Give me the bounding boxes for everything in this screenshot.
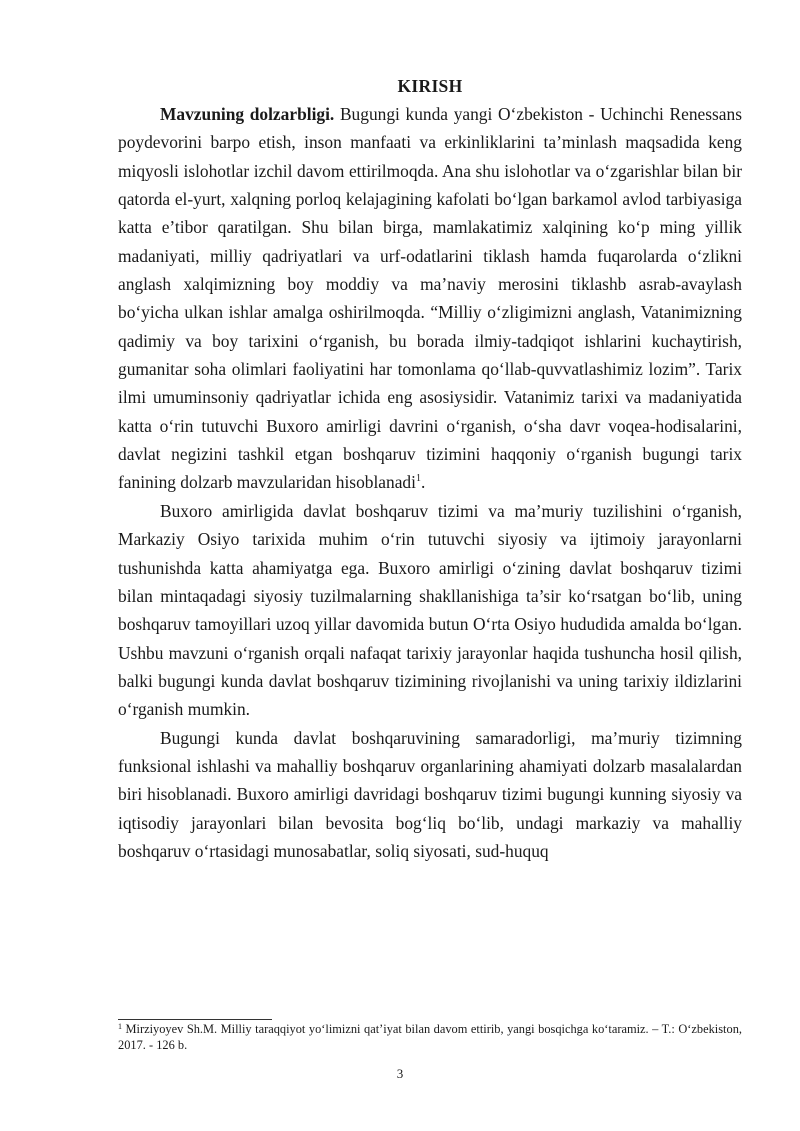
- page-body: [118, 72, 742, 865]
- footnote: [118, 1022, 742, 1053]
- paragraph-body: Bugungi kunda davlat boshqaruvining samaradorligi, ma’muriy tizimning funksional ishlashi va mahalliy boshqaruv organlarining ahamiyati dolzarb masalalardan biri hisoblanadi. Buxoro amirligi davridagi boshqaruv tizimi bugungi kunning siyosiy va iqtisodiy jarayonlari bilan bevosita bog‘liq bo‘lib, undagi markaziy va mahalliy boshqaruv o‘rtasidagi munosabatlar, soliq siyosati, sud-huquq: [118, 727, 742, 861]
- paragraph-text: Bugungi kunda yangi O‘zbekiston - Uchinchi Renessans poydevorini barpo etish, inson manfaati va erkinliklarini ta’minlash maqsadida keng miqyosli islohotlar izchil davom ettirilmoqda. Ana shu islohotlar va o‘zgarishlar bilan bir qatorda el-yurt, xalqning porloq kelajagining kafolati bo‘lgan barkamol avlod tarbiyasiga katta e’tibor qaratilgan. Shu bilan birga, mamlakatimiz xalqining ko‘p ming yillik madaniyati, milliy qadriyatlari va urf-odatlarini tiklash hamda fuqarolarda o‘zlikni anglash xalqimizning boy moddiy va ma’naviy merosini tiklashb asrab-avaylash bo‘yicha ulkan ishlar amalga oshirilmoqda. “Milliy o‘zligimizni anglash, Vatanimizning qadimiy va boy tarixini o‘rganish, bu borada ilmiy-tadqiqot ishlarini kuchaytirish, gumanitar soha olimlari faoliyatini har tomonlama qo‘llab-quvvatlashimiz lozim”. Tarix ilmi umuminsoniy qadriyatlar ichida eng asosiysidir. Vatanimiz tarixi va madaniyatida katta o‘rin tutuvchi Buxoro amirligi davrini o‘rganish, o‘sha davr voqea-hodisalarini, davlat negizini tashkil etgan boshqaruv tizimini haqqoniy o‘rganish bugungi tarix fanining dolzarb mavzularidan hisoblanadi: [118, 104, 742, 493]
- page-title: KIRISH: [397, 76, 463, 96]
- paragraph-lead: Mavzuning dolzarbligi.: [160, 104, 335, 124]
- paragraph-body: Buxoro amirligida davlat boshqaruv tizimi va ma’muriy tuzilishini o‘rganish, Markaziy Osiyo tarixida muhim o‘rin tutuvchi siyosiy va ijtimoiy jarayonlarni tushunishda katta ahamiyatga ega. Buxoro amirligi o‘zining davlat boshqaruv tizimi bilan mintaqadagi siyosiy tuzilmalarning shakllanishiga ta’sir ko‘rsatgan bo‘lib, uning boshqaruv tamoyillari uzoq yillar davomida butun O‘rta Osiyo hududida amalda bo‘lgan. Ushbu mavzuni o‘rganish orqali nafaqat tarixiy jarayonlar haqida tushuncha hosil qilish, balki bugungi kunda davlat boshqaruv tizimining rivojlanishi va uning tarixiy ildizlarini o‘rganish mumkin.: [118, 500, 742, 720]
- footnote-reference[interactable]: 1: [415, 473, 421, 485]
- paragraph-relevance: [118, 100, 742, 497]
- footnote-text: Mirziyoyev Sh.M. Milliy taraqqiyot yo‘limizni qat’iyat bilan davom ettirib, yangi bosqichga ko‘taramiz. – T.: O‘zbekiston, 2017. - 126 b.: [118, 1022, 742, 1052]
- footnote-marker: 1: [118, 1022, 122, 1031]
- paragraph-tail: .: [420, 472, 426, 493]
- page-number: 3: [396, 1066, 404, 1081]
- footnote-separator: [118, 1019, 272, 1020]
